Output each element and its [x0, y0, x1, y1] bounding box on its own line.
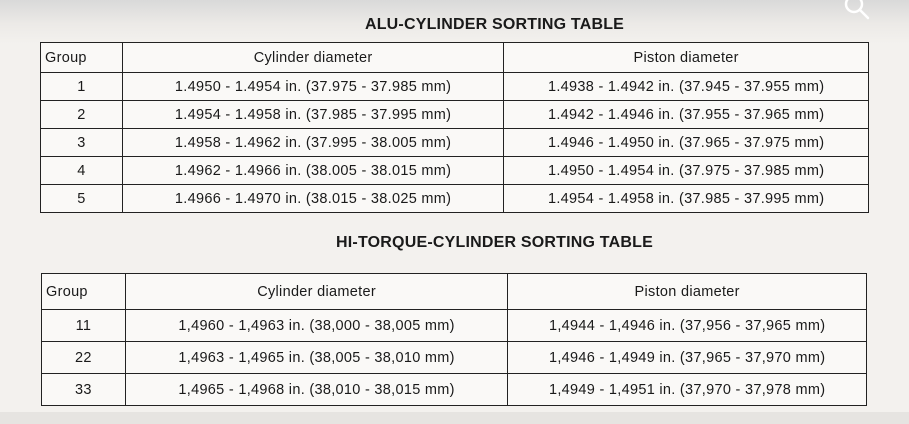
cylinder-cell: 1.4950 - 1.4954 in. (37.975 - 37.985 mm) — [122, 73, 504, 101]
group-cell: 1 — [41, 73, 123, 101]
piston-cell: 1.4946 - 1.4950 in. (37.965 - 37.975 mm) — [504, 129, 869, 157]
group-cell: 11 — [42, 310, 126, 342]
group-cell: 2 — [41, 101, 123, 129]
piston-cell: 1.4942 - 1.4946 in. (37.955 - 37.965 mm) — [504, 101, 869, 129]
table-row — [41, 101, 869, 129]
table-row — [42, 374, 867, 406]
table-row — [41, 157, 869, 185]
group-cell: 33 — [42, 374, 126, 406]
piston-cell: 1.4950 - 1.4954 in. (37.975 - 37.985 mm) — [504, 157, 869, 185]
table-row — [41, 129, 869, 157]
group-cell: 4 — [41, 157, 123, 185]
cylinder-cell: 1,4963 - 1,4965 in. (38,005 - 38,010 mm) — [125, 342, 508, 374]
table-row — [41, 185, 869, 213]
cylinder-cell: 1.4958 - 1.4962 in. (37.995 - 38.005 mm) — [122, 129, 504, 157]
header-group: Group — [42, 274, 126, 310]
cylinder-cell: 1.4954 - 1.4958 in. (37.985 - 37.995 mm) — [122, 101, 504, 129]
group-cell: 22 — [42, 342, 126, 374]
piston-cell: 1.4954 - 1.4958 in. (37.985 - 37.995 mm) — [504, 185, 869, 213]
hi-torque-table-title: HI-TORQUE-CYLINDER SORTING TABLE — [336, 234, 653, 251]
table-header-row — [41, 43, 869, 73]
alu-sorting-table — [40, 42, 869, 213]
header-piston-diameter: Piston diameter — [508, 274, 867, 310]
header-cylinder-diameter: Cylinder diameter — [122, 43, 504, 73]
piston-cell: 1.4938 - 1.4942 in. (37.945 - 37.955 mm) — [504, 73, 869, 101]
table-row — [42, 310, 867, 342]
header-group: Group — [41, 43, 123, 73]
cylinder-cell: 1,4965 - 1,4968 in. (38,010 - 38,015 mm) — [125, 374, 508, 406]
cylinder-cell: 1.4962 - 1.4966 in. (38.005 - 38.015 mm) — [122, 157, 504, 185]
piston-cell: 1,4944 - 1,4946 in. (37,956 - 37,965 mm) — [508, 310, 867, 342]
table-row — [41, 73, 869, 101]
piston-cell: 1,4946 - 1,4949 in. (37,965 - 37,970 mm) — [508, 342, 867, 374]
cylinder-cell: 1.4966 - 1.4970 in. (38.015 - 38.025 mm) — [122, 185, 504, 213]
table-row — [42, 342, 867, 374]
header-piston-diameter: Piston diameter — [504, 43, 869, 73]
group-cell: 5 — [41, 185, 123, 213]
cylinder-cell: 1,4960 - 1,4963 in. (38,000 - 38,005 mm) — [125, 310, 508, 342]
bottom-strip — [0, 412, 909, 424]
alu-table-title: ALU-CYLINDER SORTING TABLE — [364, 16, 625, 33]
table-header-row — [42, 274, 867, 310]
piston-cell: 1,4949 - 1,4951 in. (37,970 - 37,978 mm) — [508, 374, 867, 406]
header-cylinder-diameter: Cylinder diameter — [125, 274, 508, 310]
hi-torque-sorting-table — [41, 273, 867, 406]
group-cell: 3 — [41, 129, 123, 157]
